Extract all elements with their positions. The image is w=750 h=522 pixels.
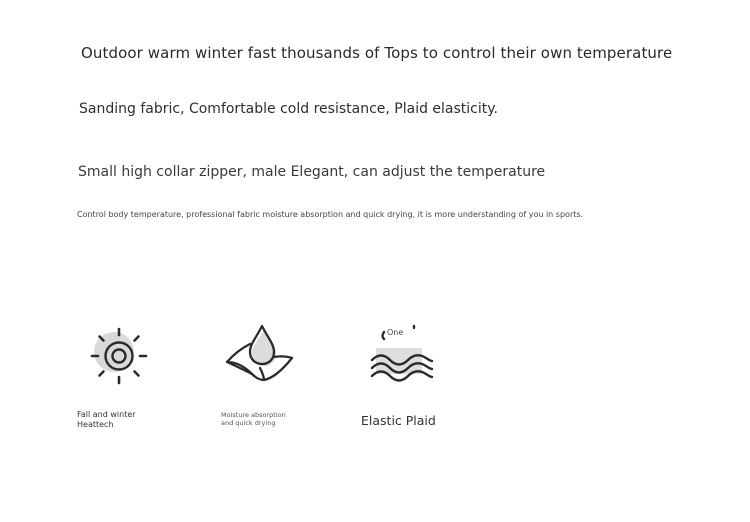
- feature-elastic-plaid-tag: One: [387, 328, 404, 337]
- subtitle-fabric: Sanding fabric, Comfortable cold resistance, Plaid elasticity.: [79, 101, 498, 117]
- feature-moisture-label-line1: Moisture absorption: [221, 411, 286, 419]
- feature-moisture-label: [221, 412, 301, 428]
- feature-heattech-label: [77, 410, 157, 429]
- water-drop-icon: [222, 322, 298, 386]
- headline: Outdoor warm winter fast thousands of Tops to control their own temperature: [81, 44, 673, 62]
- feature-moisture-label-line2: and quick drying: [221, 418, 276, 427]
- feature-heattech-label-line1: Fall and winter: [77, 410, 136, 419]
- feature-heattech-label-line2: Heattech: [77, 419, 114, 429]
- subtitle-collar: Small high collar zipper, male Elegant, can adjust the temperature: [78, 164, 546, 180]
- feature-elastic-plaid-label: Elastic Plaid: [361, 413, 436, 428]
- description-text: Control body temperature, professional fabric moisture absorption and quick drying, it is more understanding of you in sports.: [77, 210, 584, 219]
- sun-icon: [88, 326, 150, 386]
